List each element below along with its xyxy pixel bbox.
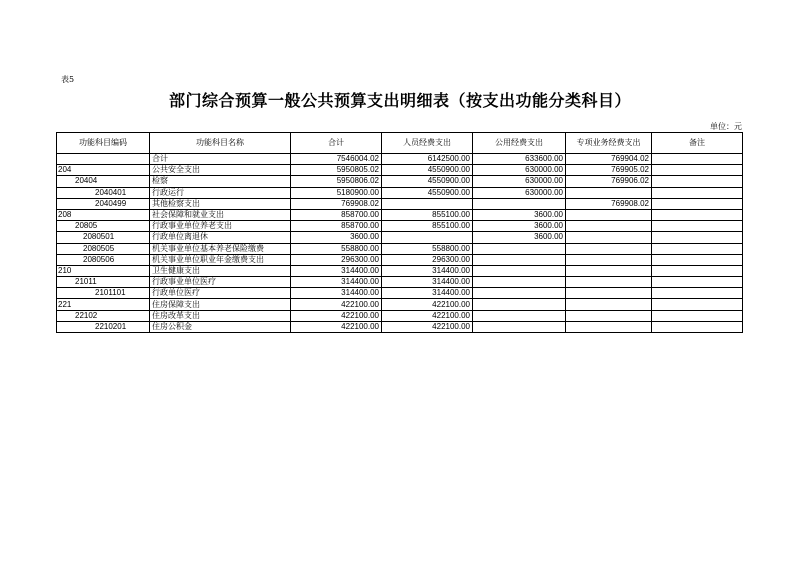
table-row — [57, 321, 743, 332]
cell-personnel: 558800.00 — [382, 243, 473, 254]
cell-public — [473, 265, 566, 276]
cell-total: 7546004.02 — [291, 154, 382, 165]
cell-personnel: 4550900.00 — [382, 165, 473, 176]
cell-total: 314400.00 — [291, 277, 382, 288]
cell-total: 3600.00 — [291, 232, 382, 243]
cell-note — [652, 277, 743, 288]
cell-personnel — [382, 232, 473, 243]
cell-name: 合计 — [150, 154, 291, 165]
cell-code: 20404 — [57, 176, 150, 187]
cell-personnel: 422100.00 — [382, 321, 473, 332]
cell-code: 2080505 — [57, 243, 150, 254]
cell-special — [566, 221, 652, 232]
cell-name: 行政单位离退休 — [150, 232, 291, 243]
table-row — [57, 243, 743, 254]
table-row — [57, 187, 743, 198]
table-row — [57, 209, 743, 220]
cell-note — [652, 265, 743, 276]
cell-total: 422100.00 — [291, 310, 382, 321]
col-header-personnel: 人员经费支出 — [382, 133, 473, 154]
cell-name: 行政事业单位养老支出 — [150, 221, 291, 232]
table-row — [57, 154, 743, 165]
cell-personnel: 314400.00 — [382, 288, 473, 299]
cell-public — [473, 198, 566, 209]
cell-total: 314400.00 — [291, 288, 382, 299]
cell-total: 5180900.00 — [291, 187, 382, 198]
cell-code: 2101101 — [57, 288, 150, 299]
cell-special — [566, 277, 652, 288]
cell-note — [652, 232, 743, 243]
cell-special: 769905.02 — [566, 165, 652, 176]
cell-note — [652, 288, 743, 299]
cell-public — [473, 288, 566, 299]
cell-personnel: 422100.00 — [382, 310, 473, 321]
cell-public: 3600.00 — [473, 221, 566, 232]
col-header-public: 公用经费支出 — [473, 133, 566, 154]
table-row — [57, 288, 743, 299]
cell-public: 630000.00 — [473, 176, 566, 187]
table-label: 表5 — [61, 75, 75, 84]
cell-personnel: 314400.00 — [382, 265, 473, 276]
cell-note — [652, 299, 743, 310]
cell-public — [473, 310, 566, 321]
cell-code: 2080501 — [57, 232, 150, 243]
cell-special — [566, 288, 652, 299]
table-row — [57, 299, 743, 310]
cell-name: 行政单位医疗 — [150, 288, 291, 299]
cell-personnel — [382, 198, 473, 209]
cell-note — [652, 176, 743, 187]
cell-special: 769906.02 — [566, 176, 652, 187]
cell-special — [566, 265, 652, 276]
cell-code — [57, 154, 150, 165]
cell-name: 其他检察支出 — [150, 198, 291, 209]
cell-personnel: 4550900.00 — [382, 176, 473, 187]
col-header-total: 合计 — [291, 133, 382, 154]
cell-personnel: 422100.00 — [382, 299, 473, 310]
table-row — [57, 277, 743, 288]
cell-note — [652, 321, 743, 332]
unit-label: 单位：元 — [710, 122, 742, 131]
cell-code: 2040401 — [57, 187, 150, 198]
cell-total: 422100.00 — [291, 321, 382, 332]
cell-name: 住房保障支出 — [150, 299, 291, 310]
cell-total: 769908.02 — [291, 198, 382, 209]
cell-note — [652, 187, 743, 198]
cell-special — [566, 187, 652, 198]
table-row — [57, 265, 743, 276]
cell-note — [652, 243, 743, 254]
cell-total: 314400.00 — [291, 265, 382, 276]
budget-table — [56, 132, 743, 333]
table-row — [57, 310, 743, 321]
cell-public — [473, 243, 566, 254]
table-header-row — [57, 133, 743, 154]
table-row — [57, 165, 743, 176]
cell-code: 20805 — [57, 221, 150, 232]
cell-total: 296300.00 — [291, 254, 382, 265]
col-header-special: 专项业务经费支出 — [566, 133, 652, 154]
cell-name: 机关事业单位职业年金缴费支出 — [150, 254, 291, 265]
cell-public: 3600.00 — [473, 232, 566, 243]
cell-name: 卫生健康支出 — [150, 265, 291, 276]
cell-public: 630000.00 — [473, 187, 566, 198]
cell-special — [566, 243, 652, 254]
cell-total: 858700.00 — [291, 209, 382, 220]
cell-note — [652, 154, 743, 165]
cell-personnel: 855100.00 — [382, 209, 473, 220]
cell-note — [652, 221, 743, 232]
cell-special — [566, 209, 652, 220]
cell-code: 208 — [57, 209, 150, 220]
cell-total: 5950806.02 — [291, 176, 382, 187]
cell-personnel: 314400.00 — [382, 277, 473, 288]
cell-note — [652, 198, 743, 209]
table-row — [57, 232, 743, 243]
cell-personnel: 296300.00 — [382, 254, 473, 265]
cell-name: 行政事业单位医疗 — [150, 277, 291, 288]
cell-name: 公共安全支出 — [150, 165, 291, 176]
cell-code: 204 — [57, 165, 150, 176]
cell-note — [652, 209, 743, 220]
cell-note — [652, 165, 743, 176]
cell-code: 22102 — [57, 310, 150, 321]
cell-note — [652, 254, 743, 265]
cell-public — [473, 299, 566, 310]
cell-code: 2210201 — [57, 321, 150, 332]
cell-personnel: 6142500.00 — [382, 154, 473, 165]
cell-public: 630000.00 — [473, 165, 566, 176]
cell-public: 3600.00 — [473, 209, 566, 220]
cell-total: 422100.00 — [291, 299, 382, 310]
cell-code: 2080506 — [57, 254, 150, 265]
cell-name: 社会保障和就业支出 — [150, 209, 291, 220]
cell-code: 2040499 — [57, 198, 150, 209]
table-row — [57, 176, 743, 187]
cell-name: 住房改革支出 — [150, 310, 291, 321]
cell-special — [566, 254, 652, 265]
cell-total: 558800.00 — [291, 243, 382, 254]
table-row — [57, 198, 743, 209]
cell-total: 5950805.02 — [291, 165, 382, 176]
cell-personnel: 4550900.00 — [382, 187, 473, 198]
cell-note — [652, 310, 743, 321]
cell-personnel: 855100.00 — [382, 221, 473, 232]
cell-special: 769908.02 — [566, 198, 652, 209]
cell-name: 机关事业单位基本养老保险缴费 — [150, 243, 291, 254]
page-title: 部门综合预算一般公共预算支出明细表（按支出功能分类科目） — [168, 91, 631, 110]
table-row — [57, 254, 743, 265]
cell-code: 221 — [57, 299, 150, 310]
col-header-name: 功能科目名称 — [150, 133, 291, 154]
cell-public: 633600.00 — [473, 154, 566, 165]
cell-code: 210 — [57, 265, 150, 276]
cell-public — [473, 277, 566, 288]
cell-special — [566, 321, 652, 332]
cell-special — [566, 310, 652, 321]
cell-name: 行政运行 — [150, 187, 291, 198]
cell-total: 858700.00 — [291, 221, 382, 232]
cell-public — [473, 321, 566, 332]
cell-public — [473, 254, 566, 265]
cell-name: 检察 — [150, 176, 291, 187]
table-row — [57, 221, 743, 232]
cell-name: 住房公积金 — [150, 321, 291, 332]
cell-code: 21011 — [57, 277, 150, 288]
col-header-note: 备注 — [652, 133, 743, 154]
col-header-code: 功能科目编码 — [57, 133, 150, 154]
cell-special — [566, 232, 652, 243]
cell-special — [566, 299, 652, 310]
cell-special: 769904.02 — [566, 154, 652, 165]
